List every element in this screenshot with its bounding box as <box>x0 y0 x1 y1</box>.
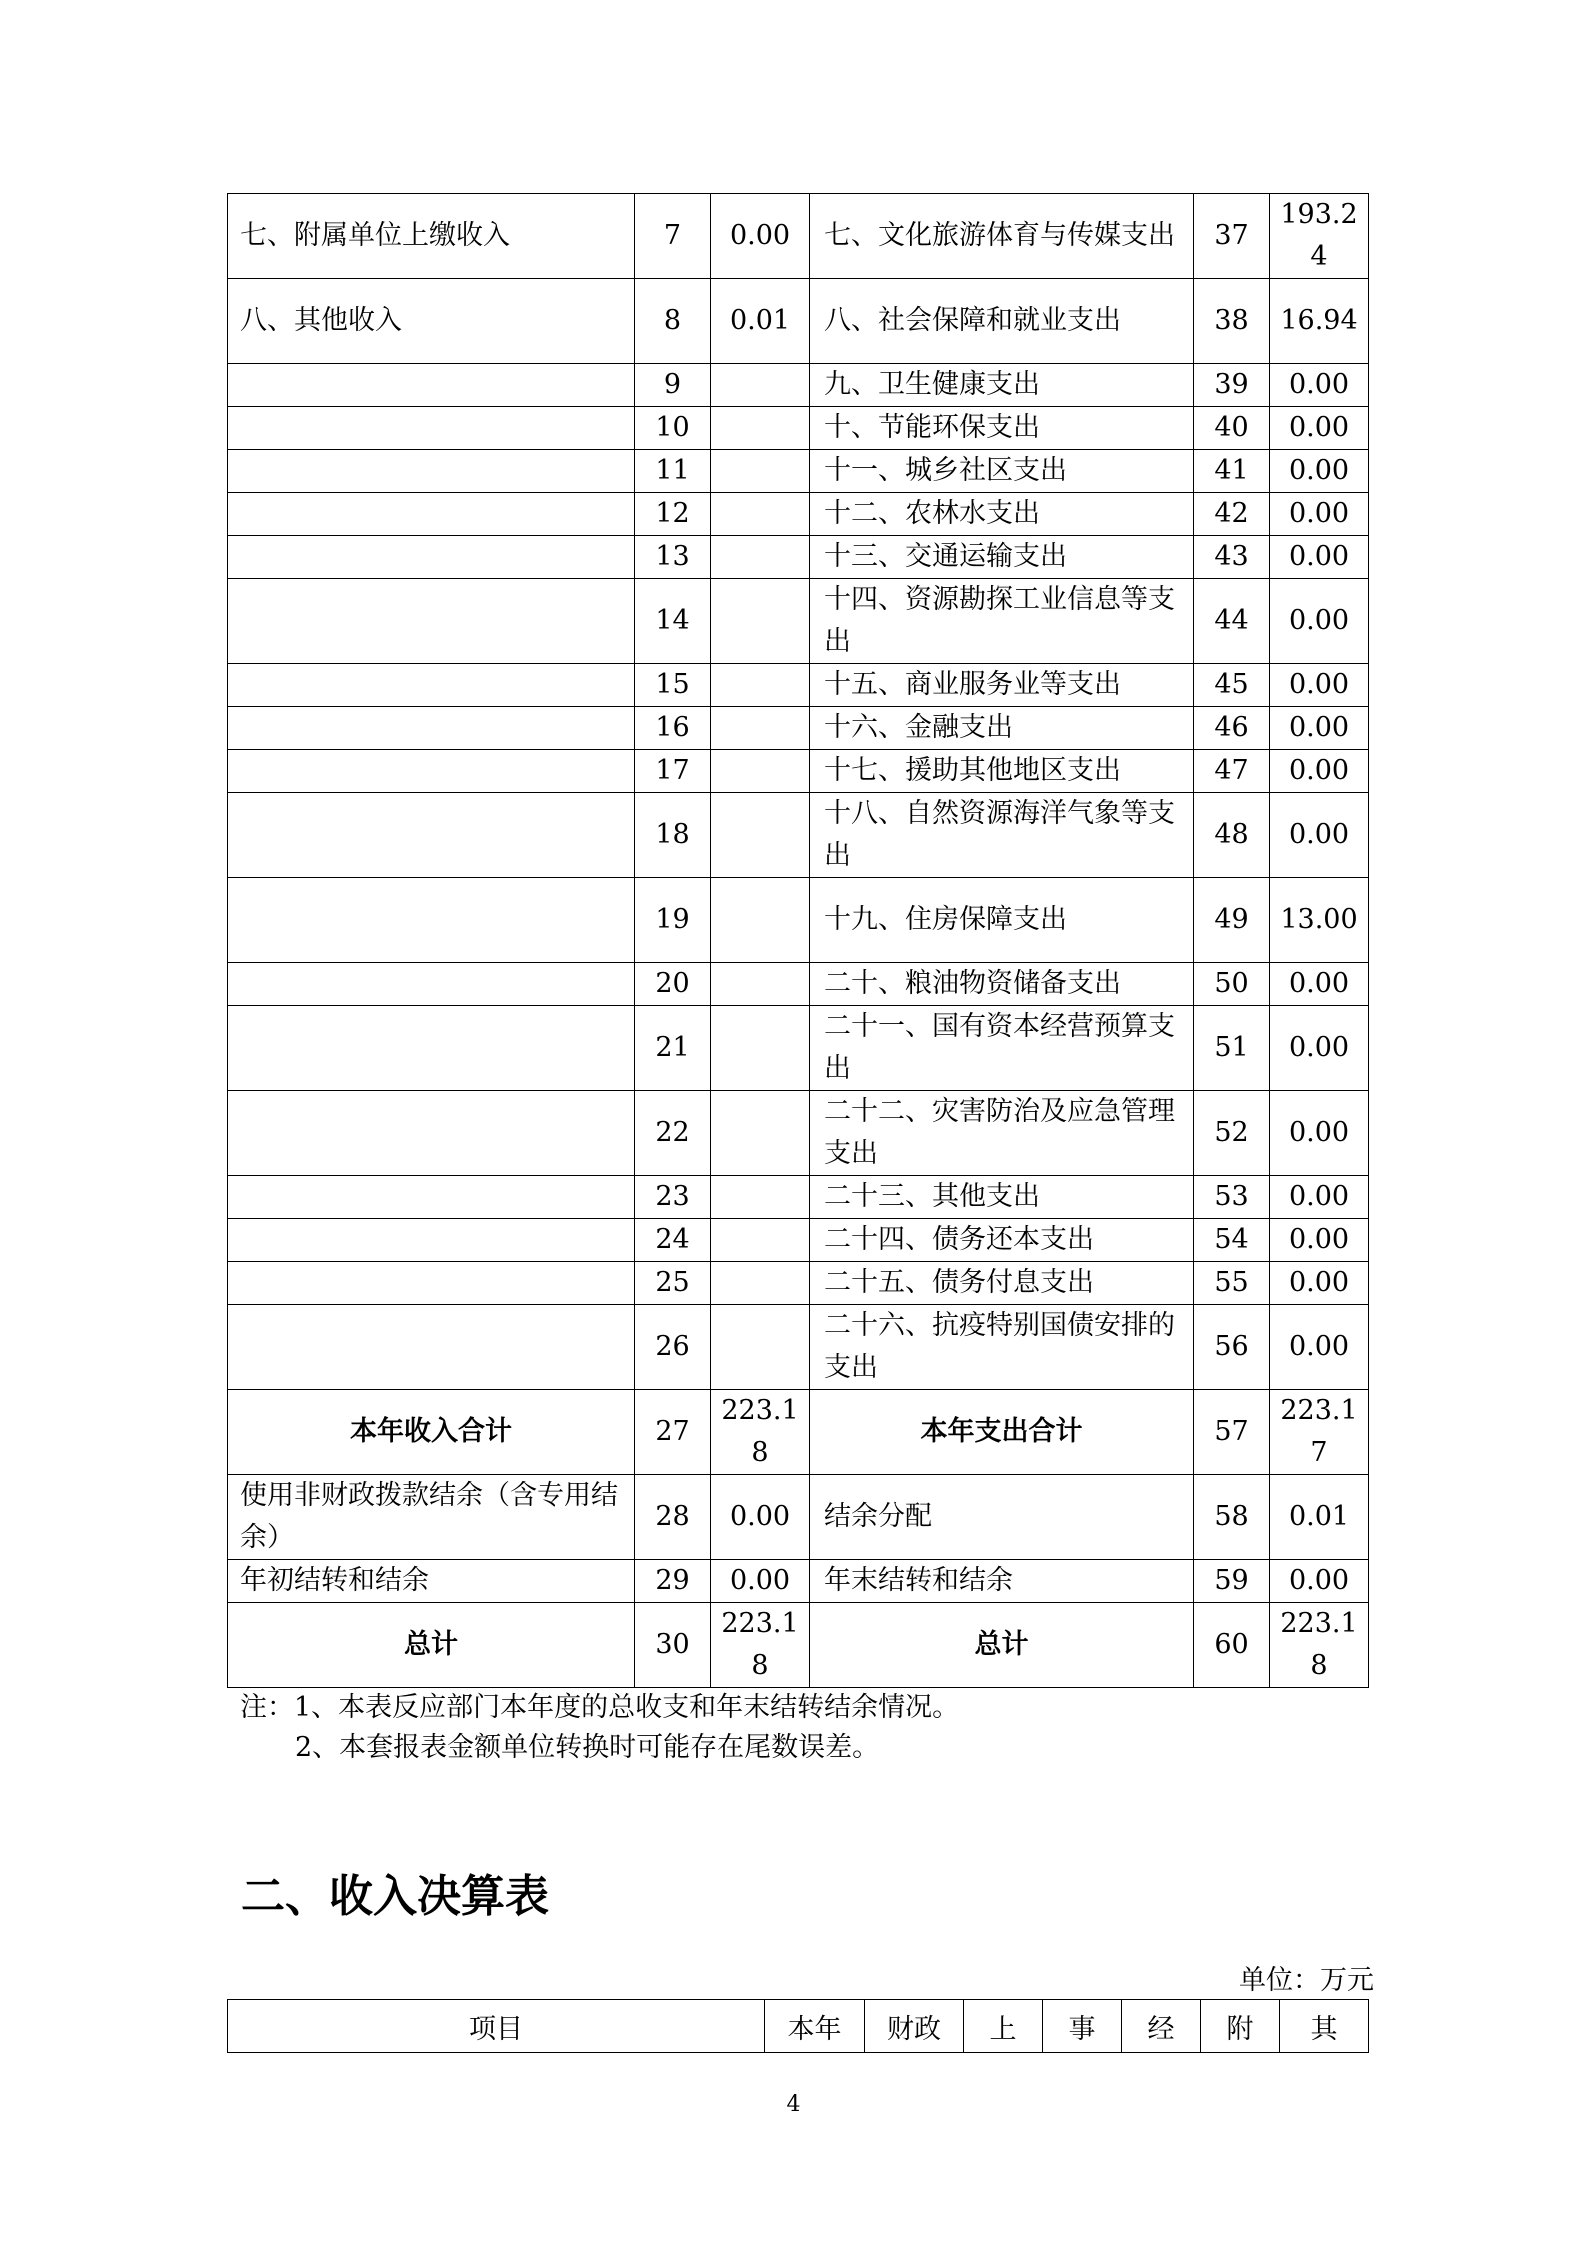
income-amount-cell <box>711 1219 810 1262</box>
expense-item-cell: 十三、交通运输支出 <box>810 536 1194 579</box>
expense-line-number-cell: 60 <box>1194 1603 1270 1688</box>
income-amount-cell <box>711 664 810 707</box>
expense-amount-cell: 0.00 <box>1270 750 1369 793</box>
income-line-number-cell: 21 <box>635 1006 711 1091</box>
income-item-cell <box>228 664 635 707</box>
table-row <box>228 1091 1369 1176</box>
table-row <box>228 878 1369 963</box>
expense-item-cell: 二十四、债务还本支出 <box>810 1219 1194 1262</box>
income-amount-cell <box>711 450 810 493</box>
header-row <box>228 2000 1369 2053</box>
budget-summary-table-body <box>228 194 1369 1688</box>
header-cell-superior: 上 <box>964 2000 1043 2053</box>
expense-line-number-cell: 57 <box>1194 1390 1270 1475</box>
expense-item-cell: 二十二、灾害防治及应急管理支出 <box>810 1091 1194 1176</box>
expense-item-cell: 结余分配 <box>810 1475 1194 1560</box>
income-line-number-cell: 25 <box>635 1262 711 1305</box>
expense-line-number-cell: 53 <box>1194 1176 1270 1219</box>
income-item-cell <box>228 1006 635 1091</box>
income-line-number-cell: 8 <box>635 279 711 364</box>
expense-amount-cell: 16.94 <box>1270 279 1369 364</box>
income-amount-cell: 0.01 <box>711 279 810 364</box>
table-row <box>228 793 1369 878</box>
income-item-cell: 七、附属单位上缴收入 <box>228 194 635 279</box>
income-amount-cell: 0.00 <box>711 1475 810 1560</box>
expense-line-number-cell: 58 <box>1194 1475 1270 1560</box>
table-row <box>228 750 1369 793</box>
income-line-number-cell: 28 <box>635 1475 711 1560</box>
income-line-number-cell: 11 <box>635 450 711 493</box>
income-amount-cell: 223.18 <box>711 1390 810 1475</box>
income-amount-cell: 0.00 <box>711 194 810 279</box>
income-item-cell: 使用非财政拨款结余（含专用结余） <box>228 1475 635 1560</box>
income-amount-cell <box>711 407 810 450</box>
income-line-number-cell: 27 <box>635 1390 711 1475</box>
expense-item-cell: 十八、自然资源海洋气象等支出 <box>810 793 1194 878</box>
income-amount-cell <box>711 1006 810 1091</box>
expense-item-cell: 十五、商业服务业等支出 <box>810 664 1194 707</box>
expense-line-number-cell: 43 <box>1194 536 1270 579</box>
note-line-1: 注：1、本表反应部门本年度的总收支和年末结转结余情况。 <box>240 1692 960 1723</box>
header-cell-institution: 事 <box>1043 2000 1122 2053</box>
income-line-number-cell: 7 <box>635 194 711 279</box>
expense-amount-cell: 0.00 <box>1270 793 1369 878</box>
expense-item-cell: 二十、粮油物资储备支出 <box>810 963 1194 1006</box>
expense-line-number-cell: 37 <box>1194 194 1270 279</box>
expense-amount-cell: 0.00 <box>1270 493 1369 536</box>
income-item-cell <box>228 493 635 536</box>
expense-item-cell: 七、文化旅游体育与传媒支出 <box>810 194 1194 279</box>
expense-amount-cell: 0.00 <box>1270 963 1369 1006</box>
income-item-cell <box>228 579 635 664</box>
expense-item-cell: 十七、援助其他地区支出 <box>810 750 1194 793</box>
expense-line-number-cell: 46 <box>1194 707 1270 750</box>
table-row <box>228 364 1369 407</box>
income-line-number-cell: 30 <box>635 1603 711 1688</box>
expense-item-cell: 二十六、抗疫特别国债安排的支出 <box>810 1305 1194 1390</box>
income-item-cell <box>228 1262 635 1305</box>
income-line-number-cell: 19 <box>635 878 711 963</box>
table-row <box>228 1262 1369 1305</box>
table-notes <box>240 1688 959 1768</box>
expense-item-cell: 十九、住房保障支出 <box>810 878 1194 963</box>
expense-item-cell: 二十一、国有资本经营预算支出 <box>810 1006 1194 1091</box>
income-amount-cell <box>711 963 810 1006</box>
header-cell-fiscal: 财政 <box>865 2000 964 2053</box>
expense-amount-cell: 0.00 <box>1270 536 1369 579</box>
header-cell-other: 其 <box>1280 2000 1369 2053</box>
expense-line-number-cell: 44 <box>1194 579 1270 664</box>
income-item-cell <box>228 1091 635 1176</box>
income-item-cell <box>228 407 635 450</box>
table-row <box>228 707 1369 750</box>
income-line-number-cell: 16 <box>635 707 711 750</box>
header-cell-current-year: 本年 <box>765 2000 865 2053</box>
income-item-cell: 总计 <box>228 1603 635 1688</box>
income-line-number-cell: 26 <box>635 1305 711 1390</box>
table-row <box>228 407 1369 450</box>
expense-item-cell: 十、节能环保支出 <box>810 407 1194 450</box>
expense-line-number-cell: 38 <box>1194 279 1270 364</box>
table-row <box>228 1560 1369 1603</box>
income-item-cell <box>228 750 635 793</box>
expense-line-number-cell: 59 <box>1194 1560 1270 1603</box>
table-row <box>228 279 1369 364</box>
expense-line-number-cell: 42 <box>1194 493 1270 536</box>
expense-item-cell: 八、社会保障和就业支出 <box>810 279 1194 364</box>
table-row <box>228 1475 1369 1560</box>
income-line-number-cell: 14 <box>635 579 711 664</box>
income-line-number-cell: 15 <box>635 664 711 707</box>
income-item-cell <box>228 364 635 407</box>
expense-amount-cell: 0.00 <box>1270 1176 1369 1219</box>
expense-line-number-cell: 52 <box>1194 1091 1270 1176</box>
expense-item-cell: 总计 <box>810 1603 1194 1688</box>
income-amount-cell <box>711 878 810 963</box>
income-line-number-cell: 12 <box>635 493 711 536</box>
income-amount-cell <box>711 493 810 536</box>
income-table-header <box>227 1999 1369 2053</box>
income-amount-cell <box>711 1091 810 1176</box>
expense-line-number-cell: 51 <box>1194 1006 1270 1091</box>
expense-amount-cell: 0.00 <box>1270 364 1369 407</box>
income-line-number-cell: 20 <box>635 963 711 1006</box>
expense-line-number-cell: 49 <box>1194 878 1270 963</box>
expense-amount-cell: 0.01 <box>1270 1475 1369 1560</box>
table-row <box>228 1305 1369 1390</box>
income-amount-cell <box>711 750 810 793</box>
expense-amount-cell: 0.00 <box>1270 407 1369 450</box>
income-amount-cell <box>711 707 810 750</box>
income-amount-cell <box>711 1305 810 1390</box>
table-row <box>228 536 1369 579</box>
income-amount-cell <box>711 1262 810 1305</box>
income-line-number-cell: 10 <box>635 407 711 450</box>
table-row <box>228 963 1369 1006</box>
income-line-number-cell: 22 <box>635 1091 711 1176</box>
income-item-cell: 年初结转和结余 <box>228 1560 635 1603</box>
table-row <box>228 1219 1369 1262</box>
income-item-cell <box>228 536 635 579</box>
table-row <box>228 493 1369 536</box>
expense-amount-cell: 0.00 <box>1270 579 1369 664</box>
income-amount-cell <box>711 364 810 407</box>
income-amount-cell <box>711 1176 810 1219</box>
unit-label: 单位：万元 <box>1239 1965 1374 1996</box>
expense-line-number-cell: 39 <box>1194 364 1270 407</box>
table-row <box>228 450 1369 493</box>
expense-item-cell: 十一、城乡社区支出 <box>810 450 1194 493</box>
expense-amount-cell: 0.00 <box>1270 1091 1369 1176</box>
income-item-cell <box>228 793 635 878</box>
expense-item-cell: 十六、金融支出 <box>810 707 1194 750</box>
income-amount-cell <box>711 579 810 664</box>
table-row <box>228 1006 1369 1091</box>
expense-item-cell: 九、卫生健康支出 <box>810 364 1194 407</box>
section-heading: 二、收入决算表 <box>241 1871 549 1922</box>
expense-item-cell: 十二、农林水支出 <box>810 493 1194 536</box>
header-cell-affiliated: 附 <box>1201 2000 1280 2053</box>
expense-item-cell: 年末结转和结余 <box>810 1560 1194 1603</box>
expense-line-number-cell: 45 <box>1194 664 1270 707</box>
expense-amount-cell: 0.00 <box>1270 450 1369 493</box>
expense-amount-cell: 0.00 <box>1270 1560 1369 1603</box>
income-item-cell <box>228 963 635 1006</box>
expense-line-number-cell: 41 <box>1194 450 1270 493</box>
expense-amount-cell: 0.00 <box>1270 664 1369 707</box>
income-line-number-cell: 18 <box>635 793 711 878</box>
income-item-cell: 八、其他收入 <box>228 279 635 364</box>
table-row <box>228 664 1369 707</box>
table-row <box>228 1176 1369 1219</box>
budget-summary-table <box>227 193 1369 1688</box>
expense-amount-cell: 0.00 <box>1270 707 1369 750</box>
expense-item-cell: 十四、资源勘探工业信息等支出 <box>810 579 1194 664</box>
header-cell-operation: 经 <box>1122 2000 1201 2053</box>
income-item-cell <box>228 450 635 493</box>
table-row <box>228 1390 1369 1475</box>
expense-item-cell: 本年支出合计 <box>810 1390 1194 1475</box>
expense-line-number-cell: 55 <box>1194 1262 1270 1305</box>
income-item-cell <box>228 878 635 963</box>
table-row <box>228 1603 1369 1688</box>
income-line-number-cell: 9 <box>635 364 711 407</box>
expense-amount-cell: 0.00 <box>1270 1305 1369 1390</box>
income-item-cell <box>228 707 635 750</box>
expense-line-number-cell: 54 <box>1194 1219 1270 1262</box>
income-line-number-cell: 29 <box>635 1560 711 1603</box>
expense-item-cell: 二十五、债务付息支出 <box>810 1262 1194 1305</box>
expense-line-number-cell: 56 <box>1194 1305 1270 1390</box>
income-line-number-cell: 17 <box>635 750 711 793</box>
expense-amount-cell: 223.17 <box>1270 1390 1369 1475</box>
income-line-number-cell: 24 <box>635 1219 711 1262</box>
expense-line-number-cell: 50 <box>1194 963 1270 1006</box>
income-amount-cell: 0.00 <box>711 1560 810 1603</box>
expense-line-number-cell: 47 <box>1194 750 1270 793</box>
income-item-cell <box>228 1176 635 1219</box>
expense-amount-cell: 13.00 <box>1270 878 1369 963</box>
income-item-cell: 本年收入合计 <box>228 1390 635 1475</box>
expense-amount-cell: 0.00 <box>1270 1262 1369 1305</box>
income-line-number-cell: 13 <box>635 536 711 579</box>
expense-amount-cell: 193.24 <box>1270 194 1369 279</box>
expense-line-number-cell: 48 <box>1194 793 1270 878</box>
income-amount-cell <box>711 793 810 878</box>
expense-line-number-cell: 40 <box>1194 407 1270 450</box>
income-amount-cell: 223.18 <box>711 1603 810 1688</box>
table-row <box>228 194 1369 279</box>
income-item-cell <box>228 1219 635 1262</box>
expense-amount-cell: 0.00 <box>1270 1219 1369 1262</box>
expense-item-cell: 二十三、其他支出 <box>810 1176 1194 1219</box>
page-number: 4 <box>786 2092 801 2117</box>
note-line-2: 2、本套报表金额单位转换时可能存在尾数误差。 <box>295 1732 880 1763</box>
expense-amount-cell: 0.00 <box>1270 1006 1369 1091</box>
income-item-cell <box>228 1305 635 1390</box>
table-row <box>228 579 1369 664</box>
income-line-number-cell: 23 <box>635 1176 711 1219</box>
expense-amount-cell: 223.18 <box>1270 1603 1369 1688</box>
header-cell-item: 项目 <box>228 2000 765 2053</box>
income-amount-cell <box>711 536 810 579</box>
